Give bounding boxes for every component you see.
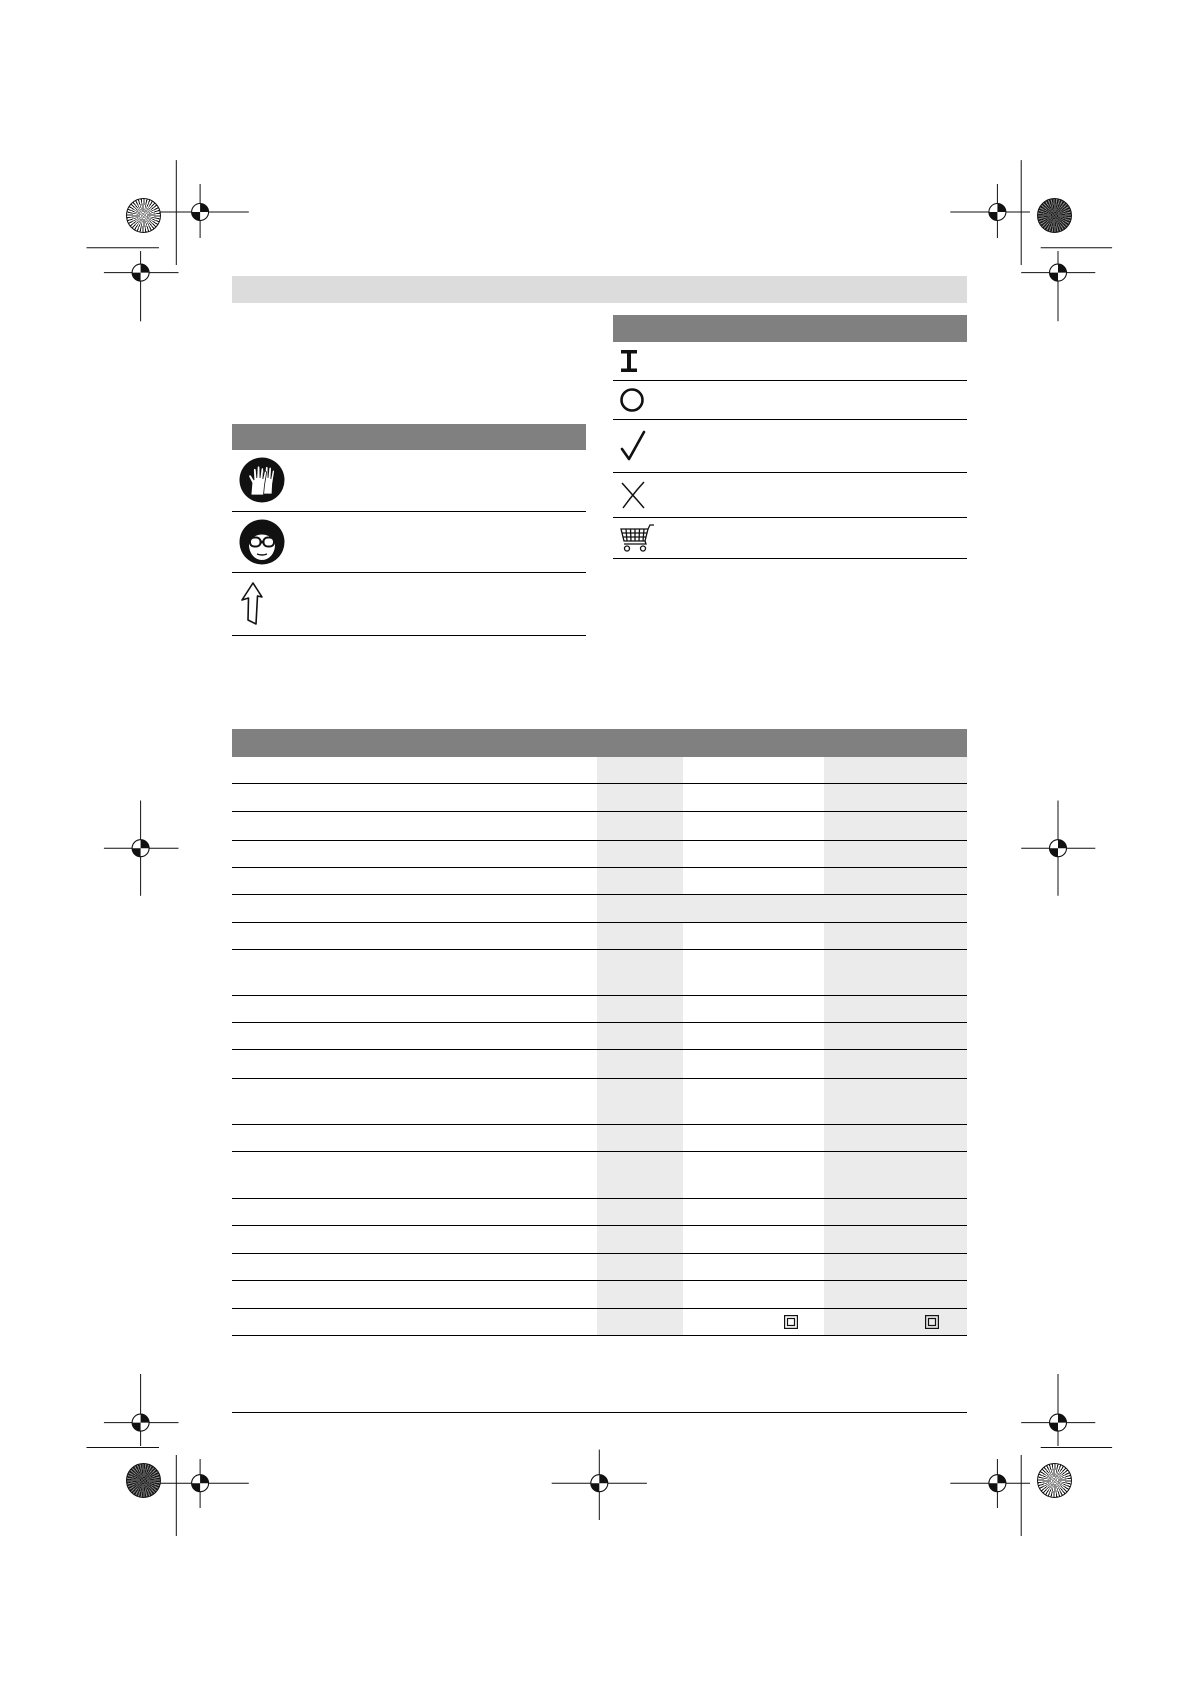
table-row (232, 1226, 968, 1254)
table-cell (683, 1226, 825, 1253)
table-row (613, 342, 967, 381)
table-cell (232, 1309, 598, 1335)
table-cell (232, 950, 598, 996)
table-row (232, 512, 587, 574)
table-cell (824, 1309, 967, 1335)
color-starburst-icon (1037, 1463, 1072, 1498)
table-cell (683, 1309, 825, 1335)
registration-target-icon (591, 1475, 608, 1492)
table-cell (824, 784, 967, 811)
table-cell (683, 757, 825, 783)
protection-class-ii-icon (784, 1315, 798, 1329)
table-cell (232, 996, 598, 1022)
registration-target-icon (1050, 1414, 1067, 1431)
table-row (232, 1281, 968, 1309)
registration-target-icon (1050, 264, 1067, 281)
table-row (232, 784, 968, 812)
table-cell (597, 1309, 682, 1335)
prohibited-cross-icon (619, 480, 647, 510)
table-row (232, 812, 968, 840)
table-cell (232, 1152, 598, 1198)
table-cell (683, 950, 825, 996)
table-cell (232, 1023, 598, 1049)
table-cell (824, 1226, 967, 1253)
table-cell (824, 868, 967, 894)
table-cell (824, 996, 967, 1022)
table-cell (597, 757, 682, 783)
table-cell (597, 1079, 682, 1125)
registration-target-icon (132, 264, 149, 281)
table-cell (683, 1281, 825, 1308)
table-cell (824, 757, 967, 783)
table-cell (683, 812, 825, 839)
table-cell (232, 868, 598, 894)
table-row (232, 1079, 968, 1126)
table-cell (824, 1050, 967, 1077)
table-cell (232, 812, 598, 839)
table-cell (597, 1050, 682, 1077)
safety-symbols-table (232, 424, 587, 636)
table-row (232, 1152, 968, 1199)
table-cell (597, 784, 682, 811)
registration-target-icon (989, 1475, 1006, 1492)
table-row (232, 841, 968, 868)
table-cell (232, 895, 598, 922)
table-cell (232, 1125, 598, 1151)
protective-gloves-icon (239, 457, 285, 503)
table-row (232, 573, 587, 636)
table-cell (597, 996, 682, 1022)
table-row (232, 923, 968, 950)
table-row (232, 450, 587, 512)
table-cell (683, 1125, 825, 1151)
table-cell (597, 1226, 682, 1253)
table-row (232, 1254, 968, 1281)
registration-target-icon (1050, 840, 1067, 857)
table-cell (824, 1254, 967, 1280)
direction-arrow-icon (239, 581, 265, 627)
color-starburst-icon (126, 198, 161, 233)
accessories-cart-icon (619, 523, 655, 553)
table-cell (597, 868, 682, 894)
registration-target-icon (192, 1475, 209, 1492)
table-cell (683, 868, 825, 894)
table-cell (232, 841, 598, 867)
table-cell (683, 784, 825, 811)
page-header-band (232, 276, 968, 303)
table-cell (824, 841, 967, 867)
table-row (232, 1199, 968, 1226)
table-cell (824, 923, 967, 949)
table-cell (824, 950, 967, 996)
table-cell (597, 950, 682, 996)
table-cell (597, 841, 682, 867)
table-row (232, 1125, 968, 1152)
table-row (232, 895, 968, 923)
table-cell (597, 1125, 682, 1151)
merged-table-cell (597, 895, 967, 922)
table-cell (683, 1152, 825, 1198)
table-cell (824, 1281, 967, 1308)
table-cell (683, 1050, 825, 1077)
table-cell (683, 1254, 825, 1280)
table-cell (597, 812, 682, 839)
safety-goggles-icon (239, 519, 285, 565)
symbol-key-table (613, 315, 967, 559)
registration-target-icon (132, 840, 149, 857)
footer-rule (232, 1412, 968, 1413)
table-row (232, 950, 968, 997)
table-cell (683, 1023, 825, 1049)
table-row (232, 1050, 968, 1078)
table-cell (683, 841, 825, 867)
permitted-check-icon (619, 430, 647, 462)
technical-data-table (232, 729, 968, 1336)
switch-on-icon (619, 349, 639, 373)
registration-target-icon (192, 204, 209, 221)
table-cell (824, 1079, 967, 1125)
table-cell (597, 923, 682, 949)
table-header (232, 424, 587, 450)
color-starburst-icon (1037, 198, 1072, 233)
table-row (232, 868, 968, 895)
table-cell (824, 1023, 967, 1049)
table-cell (683, 996, 825, 1022)
table-cell (232, 1050, 598, 1077)
table-cell (232, 1079, 598, 1125)
table-row (232, 1309, 968, 1336)
table-cell (597, 1152, 682, 1198)
table-row (232, 996, 968, 1023)
table-cell (597, 1199, 682, 1225)
table-row (613, 420, 967, 473)
table-header (613, 315, 967, 342)
table-cell (824, 1199, 967, 1225)
table-cell (232, 1254, 598, 1280)
table-row (613, 381, 967, 420)
protection-class-ii-icon (925, 1315, 939, 1329)
table-row (613, 473, 967, 518)
table-row (613, 518, 967, 559)
table-cell (824, 1125, 967, 1151)
table-cell (232, 784, 598, 811)
table-cell (597, 1023, 682, 1049)
table-cell (232, 1199, 598, 1225)
table-cell (824, 1152, 967, 1198)
color-starburst-icon (126, 1463, 161, 1498)
switch-off-icon (619, 387, 645, 413)
table-cell (683, 1199, 825, 1225)
table-row (232, 1023, 968, 1050)
table-cell (232, 1226, 598, 1253)
table-cell (232, 1281, 598, 1308)
table-cell (232, 923, 598, 949)
table-cell (597, 1281, 682, 1308)
table-cell (597, 1254, 682, 1280)
table-cell (683, 923, 825, 949)
registration-target-icon (989, 204, 1006, 221)
table-cell (232, 757, 598, 783)
table-row (232, 757, 968, 784)
table-cell (824, 812, 967, 839)
table-cell (683, 1079, 825, 1125)
registration-target-icon (132, 1414, 149, 1431)
table-header (232, 729, 968, 757)
